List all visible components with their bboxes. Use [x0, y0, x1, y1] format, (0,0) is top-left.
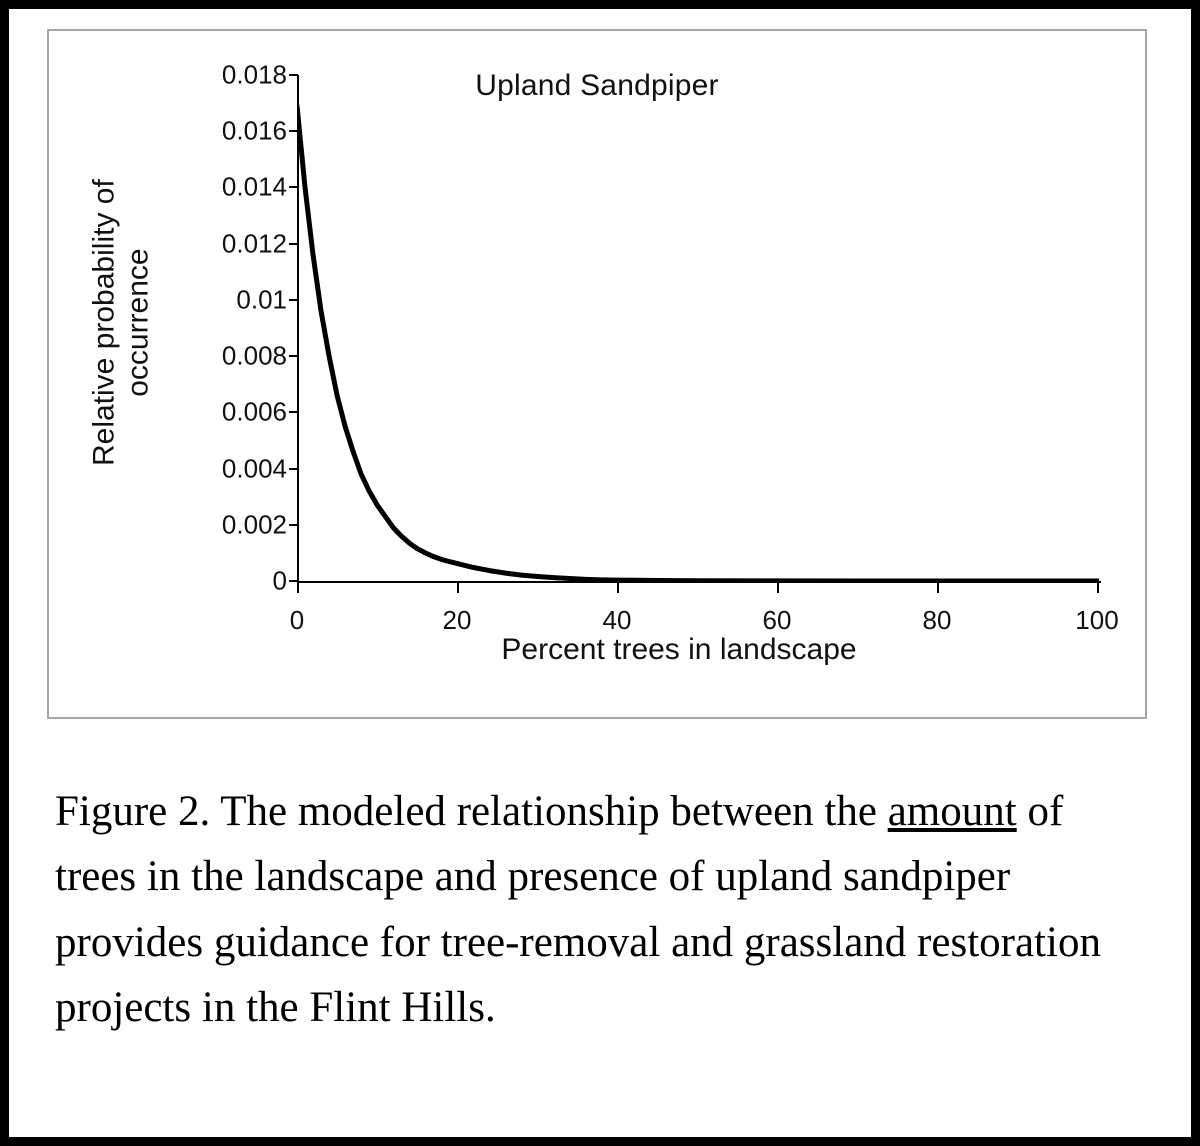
- figure-inner: [9, 9, 1191, 1137]
- plot-area: [297, 75, 1099, 581]
- x-tick-mark: [1097, 583, 1099, 593]
- x-tick-label: 80: [922, 605, 952, 635]
- caption-suffix: of trees in the landscape and presence of upland sandpiper provides guidance for tree-removal and grassland restoration projects in the Flint Hills.: [55, 788, 1101, 1032]
- x-tick-label: 100: [1075, 605, 1119, 635]
- y-tick-label: 0: [272, 565, 287, 596]
- y-tick-label: 0.006: [221, 396, 287, 427]
- x-tick-label: 60: [762, 605, 792, 635]
- data-series-curve: [297, 75, 1099, 581]
- y-tick-label: 0.016: [221, 115, 287, 146]
- chart-title: Upland Sandpiper: [475, 69, 719, 102]
- x-tick-mark: [297, 583, 299, 593]
- caption-prefix: Figure 2. The modeled relationship between the: [55, 788, 888, 835]
- y-tick-label: 0.008: [221, 340, 287, 371]
- x-tick-label: 20: [442, 605, 472, 635]
- caption-underlined-word: amount: [887, 788, 1017, 835]
- y-tick-label: 0.012: [221, 228, 287, 259]
- x-tick-mark: [937, 583, 939, 593]
- y-tick-label: 0.002: [221, 509, 287, 540]
- y-axis-label: Relative probability of occurrence: [87, 179, 154, 467]
- x-tick-label: 40: [602, 605, 632, 635]
- x-tick-label: 0: [289, 605, 305, 635]
- y-axis-tick-marks: [49, 75, 309, 581]
- y-tick-label: 0.014: [221, 171, 287, 202]
- x-tick-mark: [457, 583, 459, 593]
- x-tick-mark: [617, 583, 619, 593]
- y-tick-label: 0.018: [221, 59, 287, 90]
- figure-caption: [55, 779, 1115, 1040]
- x-tick-mark: [777, 583, 779, 593]
- y-tick-label: 0.004: [221, 453, 287, 484]
- chart-panel: [47, 29, 1147, 719]
- x-axis-label: Percent trees in landscape: [501, 633, 857, 666]
- y-tick-label: 0.01: [236, 284, 287, 315]
